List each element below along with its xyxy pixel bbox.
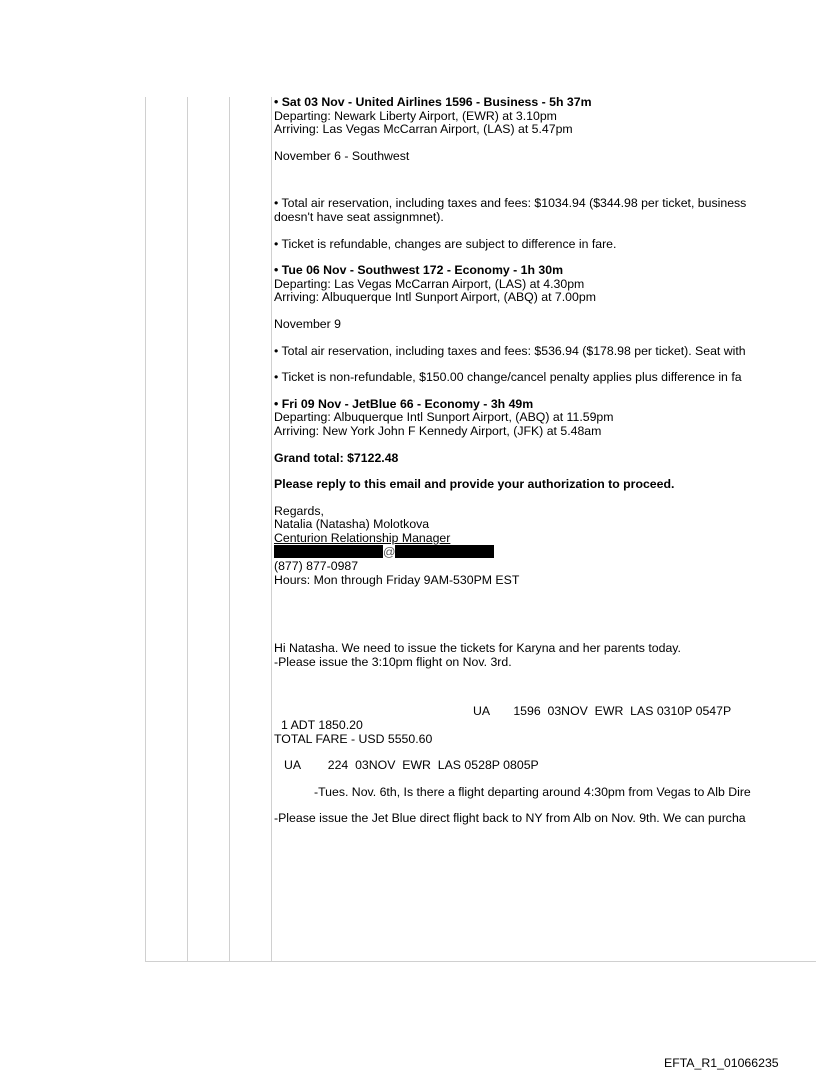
itinerary-line: UA 1596 03NOV EWR LAS 0310P 0547P: [473, 704, 732, 719]
flight3-arriving: Arriving: New York John F Kennedy Airport, (JFK) at 5.48am: [274, 423, 602, 438]
flight2-departing: Departing: Las Vegas McCarran Airport, (LAS) at 4.30pm: [274, 276, 585, 291]
flight1-header: • Sat 03 Nov - United Airlines 1596 - Business - 5h 37m: [274, 95, 592, 109]
reply-line1: Hi Natasha. We need to issue the tickets for Karyna and her parents today.: [274, 641, 681, 656]
flight3-header: • Fri 09 Nov - JetBlue 66 - Economy - 3h 49m: [274, 396, 534, 411]
table-column-divider-3: [271, 97, 272, 962]
grand-total: Grand total: $7122.48: [274, 450, 399, 465]
reply-line2: -Please issue the 3:10pm flight on Nov. 3rd.: [274, 654, 512, 669]
nov6-total-line2: doesn't have seat assignmnet).: [274, 209, 444, 224]
nov6-label: November 6 - Southwest: [274, 148, 410, 163]
nov6-request: -Tues. Nov. 6th, Is there a flight departing around 4:30pm from Vegas to Alb Dire: [314, 784, 751, 799]
redaction-box: [274, 545, 383, 558]
nov9-refund-note: • Ticket is non-refundable, $150.00 change/cancel penalty applies plus difference in fa: [274, 370, 742, 385]
nov9-label: November 9: [274, 316, 341, 331]
signature-email: [274, 545, 816, 560]
nov9-request: -Please issue the Jet Blue direct flight back to NY from Alb on Nov. 9th. We can purcha: [274, 811, 746, 826]
email-at-symbol: @: [383, 545, 396, 560]
nov6-total-line1: • Total air reservation, including taxes and fees: $1034.94 ($344.98 per ticket, business: [274, 196, 747, 211]
signature-title: Centurion Relationship Manager: [274, 530, 451, 545]
signature-phone: (877) 877-0987: [274, 559, 359, 574]
nov9-total: • Total air reservation, including taxes and fees: $536.94 ($178.98 per ticket). Seat with: [274, 343, 746, 358]
signature-name: Natalia (Natasha) Molotkova: [274, 517, 430, 532]
table-column-divider-2: [229, 97, 230, 962]
total-fare: TOTAL FARE - USD 5550.60: [274, 731, 433, 746]
flight1-arriving: Arriving: Las Vegas McCarran Airport, (LAS) at 5.47pm: [274, 122, 573, 137]
flight2-header: • Tue 06 Nov - Southwest 172 - Economy - 1h 30m: [274, 263, 564, 278]
email-body: [274, 96, 816, 826]
signature-regards: Regards,: [274, 503, 324, 518]
fare-adt: 1 ADT 1850.20: [281, 718, 363, 733]
nov6-refund-note: • Ticket is refundable, changes are subject to difference in fare.: [274, 236, 617, 251]
flight2-arriving: Arriving: Albuquerque Intl Sunport Airport, (ABQ) at 7.00pm: [274, 290, 596, 305]
flight3-departing: Departing: Albuquerque Intl Sunport Airport, (ABQ) at 11.59pm: [274, 410, 614, 425]
table-border-bottom: [145, 961, 816, 962]
itinerary-line-2: UA 224 03NOV EWR LAS 0528P 0805P: [284, 758, 539, 773]
flight1-departing: Departing: Newark Liberty Airport, (EWR) at 3.10pm: [274, 108, 557, 123]
signature-hours: Hours: Mon through Friday 9AM-530PM EST: [274, 572, 520, 587]
redaction-box: [395, 545, 494, 558]
document-id: EFTA_R1_01066235: [664, 1056, 779, 1070]
table-border-left: [145, 97, 146, 962]
table-column-divider-1: [187, 97, 188, 962]
reply-request: Please reply to this email and provide your authorization to proceed.: [274, 477, 675, 492]
